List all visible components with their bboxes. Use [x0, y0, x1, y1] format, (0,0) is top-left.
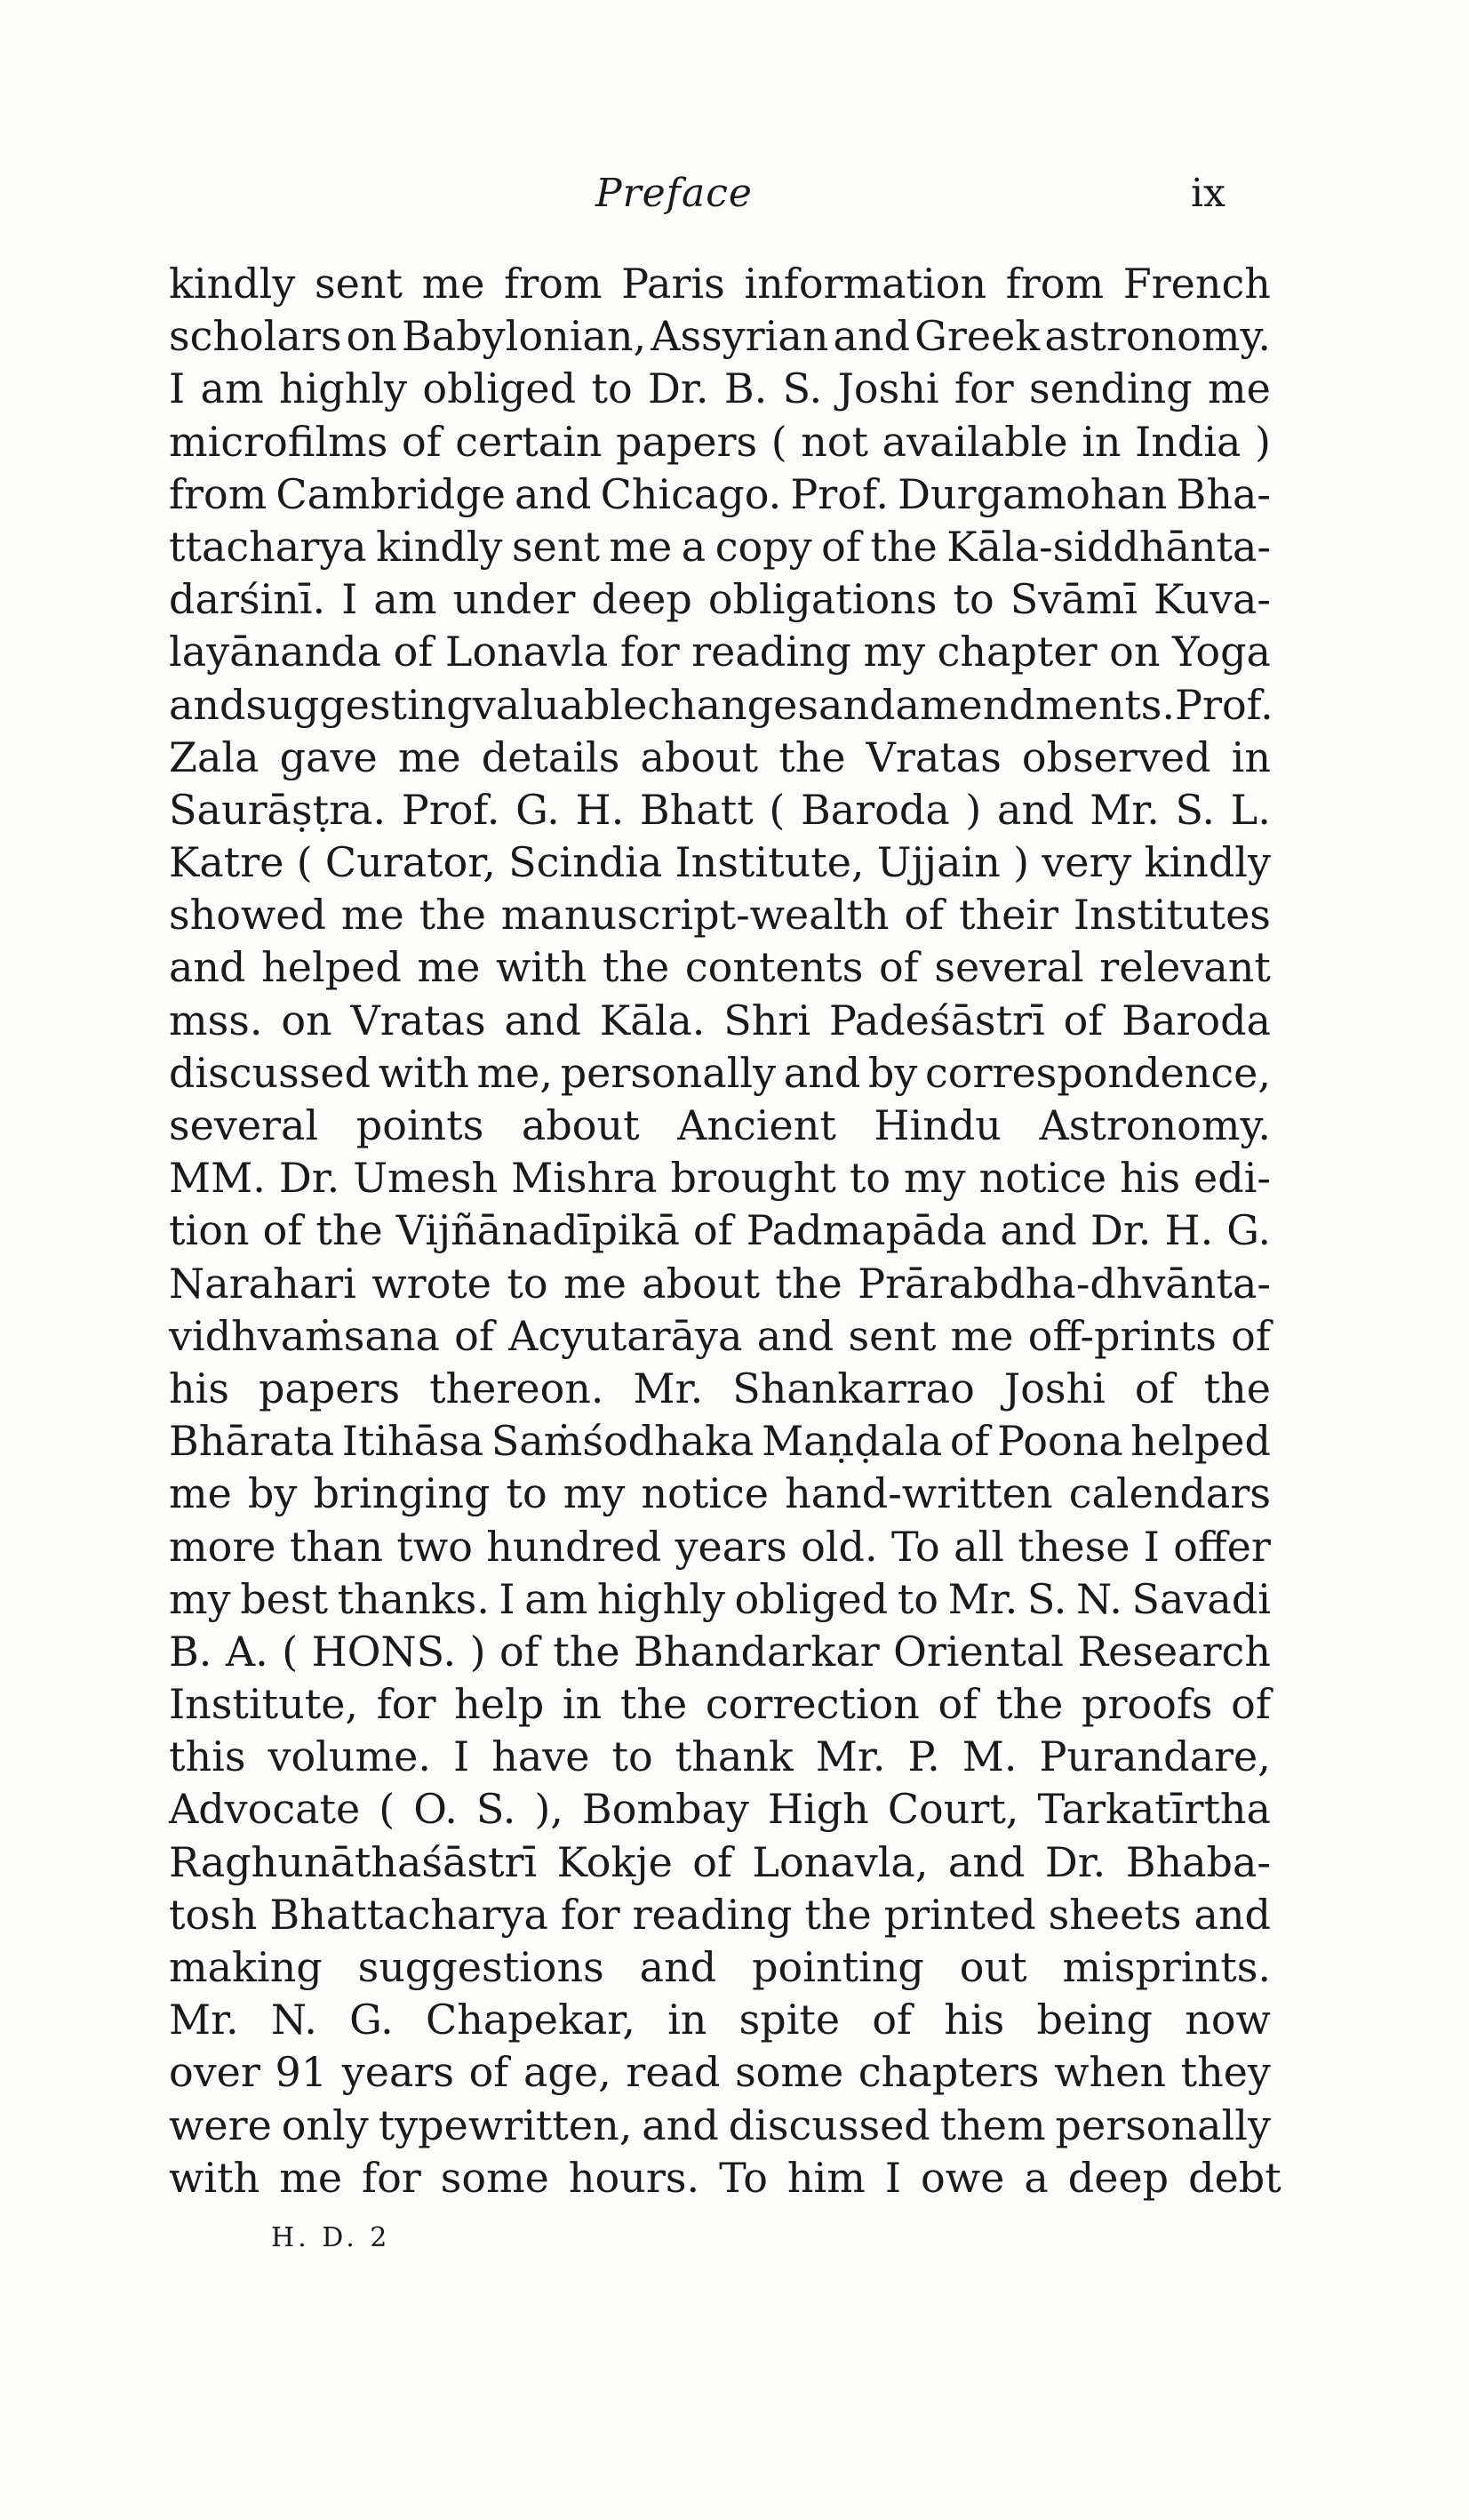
text-line: Bhārata Itihāsa Saṁśodhaka Maṇḍala of Poona helped	[169, 1417, 1271, 1466]
text-line: several points about Ancient Hindu Astronomy.	[169, 1101, 1271, 1149]
text-line: his papers thereon. Mr. Shankarrao Joshi of the	[169, 1364, 1271, 1412]
text-line: kindly sent me from Paris information from French	[169, 260, 1271, 308]
text-line: Narahari wrote to me about the Prārabdha-dhvānta-	[169, 1259, 1271, 1308]
text-line: making suggestions and pointing out misprints.	[169, 1943, 1271, 1991]
text-line: discussed with me, personally and by correspondence,	[169, 1048, 1271, 1097]
text-line: showed me the manuscript-wealth of their Institutes	[169, 891, 1271, 940]
text-line: and suggesting valuable changes and amendments. Prof.	[169, 680, 1273, 729]
text-line: layānanda of Lonavla for reading my chapter on Yoga	[169, 628, 1271, 676]
text-line: Zala gave me details about the Vratas observed in	[169, 732, 1271, 781]
text-line: me by bringing to my notice hand-written calendars	[169, 1469, 1271, 1518]
text-line: vidhvaṁsana of Acyutarāya and sent me off-prints of	[169, 1311, 1271, 1360]
text-line: with me for some hours. To him I owe a deep debt	[169, 2153, 1281, 2202]
text-line: tosh Bhattacharya for reading the printed sheets and	[169, 1890, 1271, 1939]
text-line: I am highly obliged to Dr. B. S. Joshi for sending me	[169, 364, 1271, 413]
text-line: my best thanks. I am highly obliged to Mr. S. N. Savadi	[169, 1574, 1271, 1623]
text-line: Mr. N. G. Chapekar, in spite of his being now	[169, 1996, 1271, 2044]
text-line: microfilms of certain papers ( not available in India )	[169, 417, 1271, 466]
text-line: more than two hundred years old. To all these I offer	[169, 1522, 1271, 1571]
text-line: Advocate ( O. S. ), Bombay High Court, Tarkatīrtha	[169, 1785, 1271, 1834]
text-line: Raghunāthaśāstrī Kokje of Lonavla, and Dr. Bhaba-	[169, 1837, 1271, 1886]
text-line: ttacharya kindly sent me a copy of the Kāla-siddhānta-	[169, 522, 1271, 571]
text-line: Katre ( Curator, Scindia Institute, Ujjain ) very kindly	[169, 838, 1271, 887]
text-line: Institute, for help in the correction of the proofs of	[169, 1680, 1271, 1729]
text-line: mss. on Vratas and Kāla. Shri Padeśāstrī of Baroda	[169, 996, 1271, 1044]
text-line: B. A. ( HONS. ) of the Bhandarkar Oriental Research	[169, 1627, 1271, 1676]
text-line: this volume. I have to thank Mr. P. M. Purandare,	[169, 1732, 1271, 1781]
text-line: Saurāṣṭra. Prof. G. H. Bhatt ( Baroda ) and Mr. S. L.	[169, 785, 1271, 834]
text-line: darśinī. I am under deep obligations to Svāmī Kuva-	[169, 575, 1271, 624]
running-title: Preface	[595, 171, 753, 216]
signature-mark: H. D. 2	[271, 2222, 391, 2253]
page-number: ix	[1191, 171, 1225, 216]
preface-body	[169, 258, 1281, 2204]
text-line: scholars on Babylonian, Assyrian and Greek astronomy.	[169, 312, 1271, 361]
text-line: and helped me with the contents of several relevant	[169, 943, 1271, 992]
text-line: MM. Dr. Umesh Mishra brought to my notice his edi-	[169, 1154, 1271, 1203]
text-line: from Cambridge and Chicago. Prof. Durgamohan Bha-	[169, 469, 1271, 518]
text-line: tion of the Vijñānadīpikā of Padmapāda and Dr. H. G.	[169, 1206, 1271, 1255]
text-line: were only typewritten, and discussed them personally	[169, 2100, 1271, 2149]
text-line: over 91 years of age, read some chapters when they	[169, 2048, 1271, 2097]
